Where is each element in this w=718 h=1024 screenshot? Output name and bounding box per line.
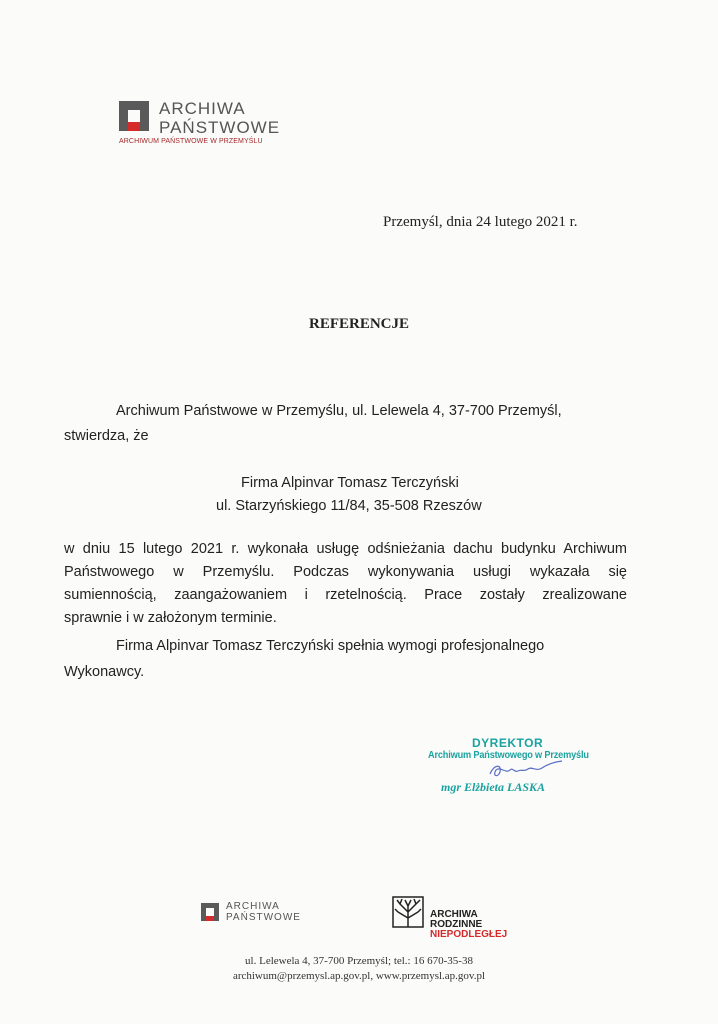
intro-line1: Archiwum Państwowe w Przemyślu, ul. Lelewela 4, 37-700 Przemyśl, [116, 403, 562, 419]
firm-address: ul. Starzyńskiego 11/84, 35-508 Rzeszów [216, 498, 482, 514]
letter-date: Przemyśl, dnia 24 lutego 2021 r. [383, 214, 578, 230]
firm-name: Firma Alpinvar Tomasz Terczyński [241, 475, 459, 491]
footer-contact: archiwum@przemysl.ap.gov.pl, www.przemysl.ap.gov.pl [232, 970, 486, 982]
stamp-title: DYREKTOR [472, 736, 544, 750]
footer-logo1-line2: PAŃSTWOWE [226, 912, 301, 923]
footer-logo1-line1: ARCHIWA [226, 901, 280, 912]
letter-title: REFERENCJE [308, 316, 409, 332]
body-line: w dniu 15 lutego 2021 r. wykonała usługę odśnieżania dachu budynku Archiwum [64, 541, 627, 557]
signature-icon [486, 760, 566, 782]
logo-line1: ARCHIWA [159, 99, 246, 118]
logo-line2: PAŃSTWOWE [159, 118, 281, 137]
tree-icon [392, 896, 424, 930]
body-line: sprawnie i w założonym terminie. [64, 610, 277, 626]
footer-address: ul. Lelewela 4, 37-700 Przemyśl; tel.: 16 670-35-38 [245, 955, 473, 967]
closing-line2: Wykonawcy. [64, 664, 145, 680]
footer-logo2-line2: RODZINNE [430, 919, 483, 930]
footer-logo2-line1: ARCHIWA [430, 909, 478, 920]
archive-logo-mark-icon [119, 101, 149, 131]
logo-subtitle: ARCHIWUM PAŃSTWOWE W PRZEMYŚLU [119, 138, 263, 145]
stamp-name: mgr Elżbieta LASKA [441, 780, 546, 794]
body-line: sumiennością, zaangażowaniem i rzetelnością. Prace zostały zrealizowane [64, 587, 627, 603]
body-line: Państwowego w Przemyślu. Podczas wykonywania usługi wykazała się [64, 564, 627, 580]
closing-line1: Firma Alpinvar Tomasz Terczyński spełnia wymogi profesjonalnego [116, 638, 545, 654]
intro-line2: stwierdza, że [64, 428, 149, 444]
stamp-subtitle: Archiwum Państwowego w Przemyślu [428, 750, 589, 761]
footer-logo2-line3: NIEPODLEGŁEJ [430, 929, 508, 940]
footer-archive-logo-mark-icon [201, 903, 219, 921]
body-paragraph [64, 538, 627, 630]
